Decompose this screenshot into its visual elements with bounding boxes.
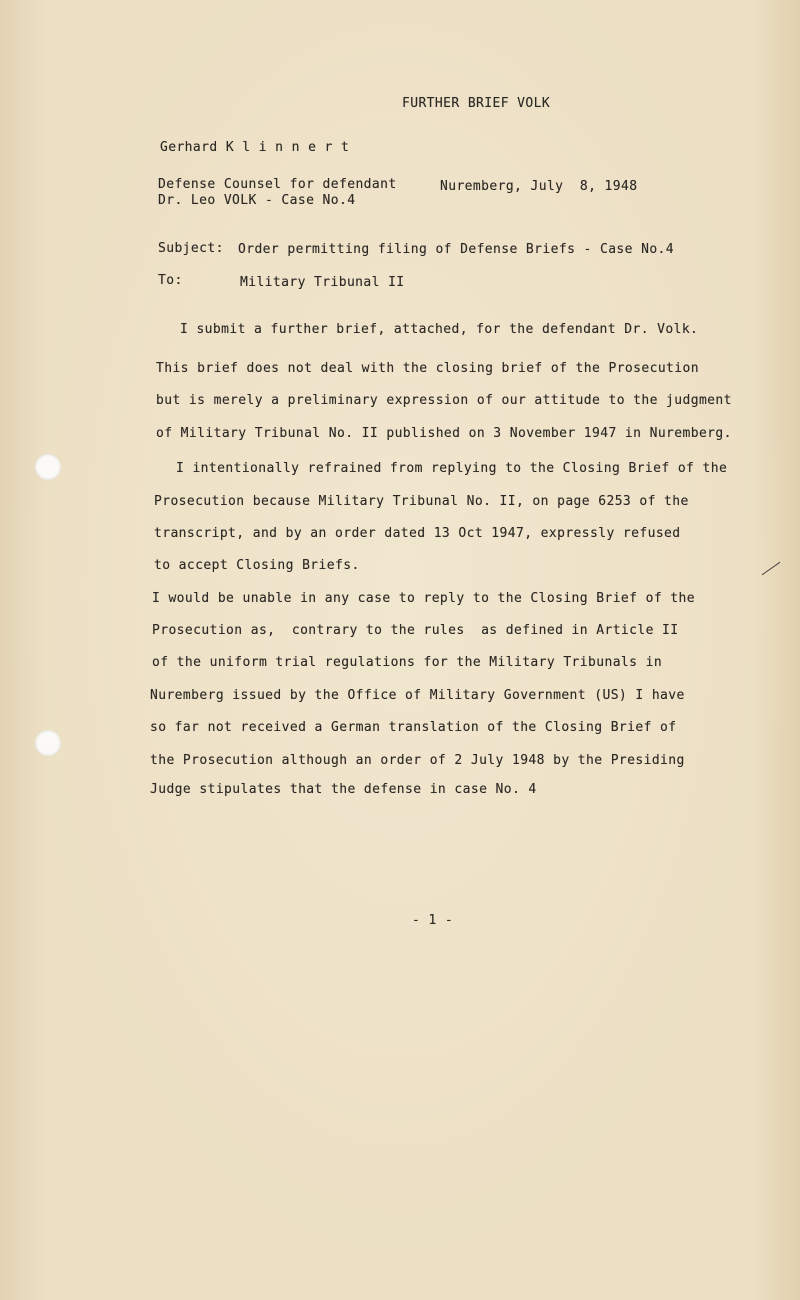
document-title: FURTHER BRIEF VOLK	[402, 96, 551, 111]
body-line: Prosecution because Military Tribunal No. II, on page 6253 of the	[154, 494, 689, 509]
to-label: To:	[158, 273, 183, 288]
body-line: transcript, and by an order dated 13 Oct 1947, expressly refused	[154, 526, 681, 541]
defendant-line: Dr. Leo VOLK - Case No.4	[158, 193, 356, 208]
author-name: Gerhard K l i n n e r t	[160, 140, 350, 155]
body-line: I would be unable in any case to reply to the Closing Brief of the	[152, 591, 695, 606]
to-text: Military Tribunal II	[240, 275, 405, 290]
body-line: This brief does not deal with the closing brief of the Prosecution	[156, 361, 699, 376]
subject-label: Subject:	[158, 241, 224, 256]
page-number: - 1 -	[412, 913, 454, 928]
subject-text: Order permitting filing of Defense Briefs - Case No.4	[238, 242, 675, 257]
body-line: so far not received a German translation of the Closing Brief of	[150, 720, 677, 735]
punch-hole	[35, 454, 61, 480]
punch-hole	[35, 730, 61, 756]
place-date: Nuremberg, July 8, 1948	[440, 179, 638, 194]
body-line: to accept Closing Briefs.	[154, 558, 360, 573]
margin-pencil-mark	[762, 562, 781, 575]
body-line: Nuremberg issued by the Office of Military Government (US) I have	[150, 688, 685, 703]
body-line: I intentionally refrained from replying to the Closing Brief of the	[176, 461, 728, 476]
body-line: the Prosecution although an order of 2 July 1948 by the Presiding	[150, 753, 685, 768]
body-line: Prosecution as, contrary to the rules as defined in Article II	[152, 623, 679, 638]
body-line: Judge stipulates that the defense in case No. 4	[150, 782, 537, 797]
body-line: of the uniform trial regulations for the Military Tribunals in	[152, 655, 663, 670]
body-line: I submit a further brief, attached, for the defendant Dr. Volk.	[180, 322, 699, 337]
author-role: Defense Counsel for defendant	[158, 177, 397, 192]
body-line: of Military Tribunal No. II published on 3 November 1947 in Nuremberg.	[156, 426, 732, 441]
body-line: but is merely a preliminary expression of our attitude to the judgment	[156, 393, 732, 408]
